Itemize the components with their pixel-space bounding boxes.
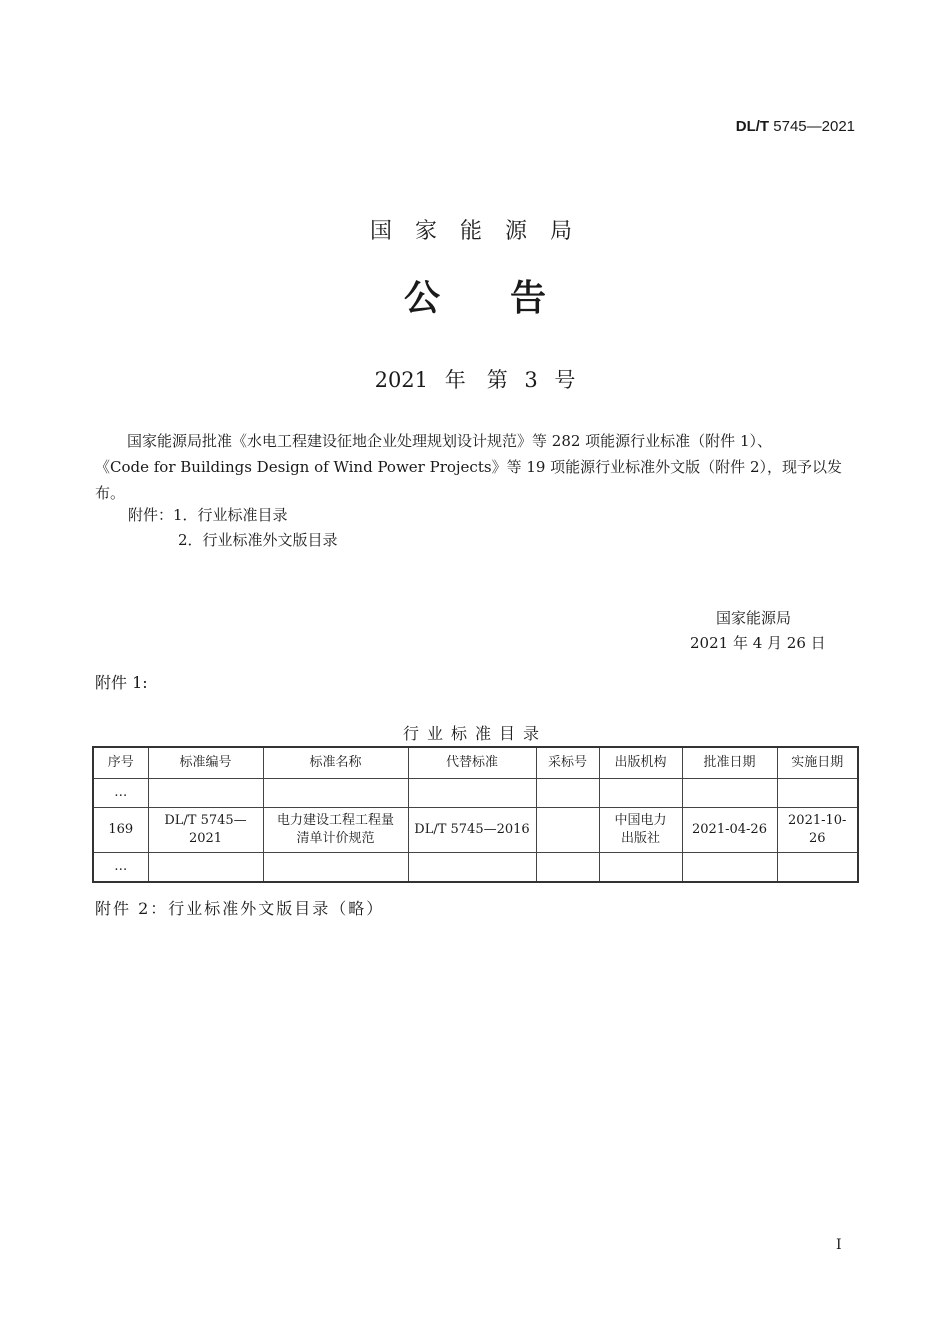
col-header: 批准日期 (682, 747, 777, 779)
attachment-item-1: 附件：1．行业标准目录 (128, 506, 288, 524)
body-line-2: 《Code for Buildings Design of Wind Power Projects》等 19 项能源行业标准外文版（附件 2），现予以发布。 (95, 458, 842, 502)
col-header: 代替标准 (408, 747, 536, 779)
effective-date: 2021-10-26 (777, 808, 858, 853)
col-header: 标准编号 (148, 747, 263, 779)
col-header: 出版机构 (599, 747, 682, 779)
table-title: 行业标准目录 (402, 724, 547, 743)
notice-title: 公告 (403, 278, 616, 319)
notice-number: 2021 年 第 3 号 (374, 368, 576, 392)
standard-code-line-1: DL/T 5745— (164, 813, 247, 828)
standards-table (92, 746, 859, 883)
ellipsis-cell: … (93, 779, 148, 808)
attachment2-note: 附件 2：行业标准外文版目录（略） (95, 899, 385, 918)
table-row-ellipsis (93, 853, 858, 883)
signature-org: 国家能源局 (716, 609, 792, 627)
table-row-ellipsis (93, 779, 858, 808)
table-row (93, 808, 858, 853)
replaced-standard: DL/T 5745—2016 (408, 808, 536, 853)
table-header-row (93, 747, 858, 779)
col-header: 实施日期 (777, 747, 858, 779)
publisher-cell (599, 808, 682, 853)
standard-name-line-2: 清单计价规范 (296, 831, 375, 846)
publisher-line-1: 中国电力 (614, 813, 667, 828)
standard-code-cell (148, 808, 263, 853)
body-line-1: 国家能源局批准《水电工程建设征地企业处理规划设计规范》等 282 项能源行业标准（附件 1）、 (127, 432, 772, 450)
signature-date: 2021 年 4 月 26 日 (690, 634, 826, 652)
agency-title: 国 家 能 源 局 (370, 219, 580, 244)
ellipsis-cell: … (93, 853, 148, 883)
publisher-line-2: 出版社 (620, 831, 660, 846)
row-number: 169 (93, 808, 148, 853)
standard-code-line-2: 2021 (188, 831, 223, 846)
page-number: I (836, 1237, 842, 1253)
adopted-standard (536, 808, 599, 853)
attachment-list (128, 503, 338, 553)
col-header: 序号 (93, 747, 148, 779)
notice-body (95, 428, 865, 506)
col-header: 标准名称 (263, 747, 408, 779)
col-header: 采标号 (536, 747, 599, 779)
standard-code (736, 118, 855, 135)
standard-name-line-1: 电力建设工程工程量 (276, 813, 394, 828)
attachment1-heading: 附件 1: (95, 673, 148, 692)
attachment-item-2: 2．行业标准外文版目录 (178, 531, 338, 549)
approval-date: 2021-04-26 (682, 808, 777, 853)
standard-code-number: 5745—2021 (769, 118, 855, 135)
standard-name-cell (263, 808, 408, 853)
standard-code-prefix: DL/T (735, 118, 770, 135)
